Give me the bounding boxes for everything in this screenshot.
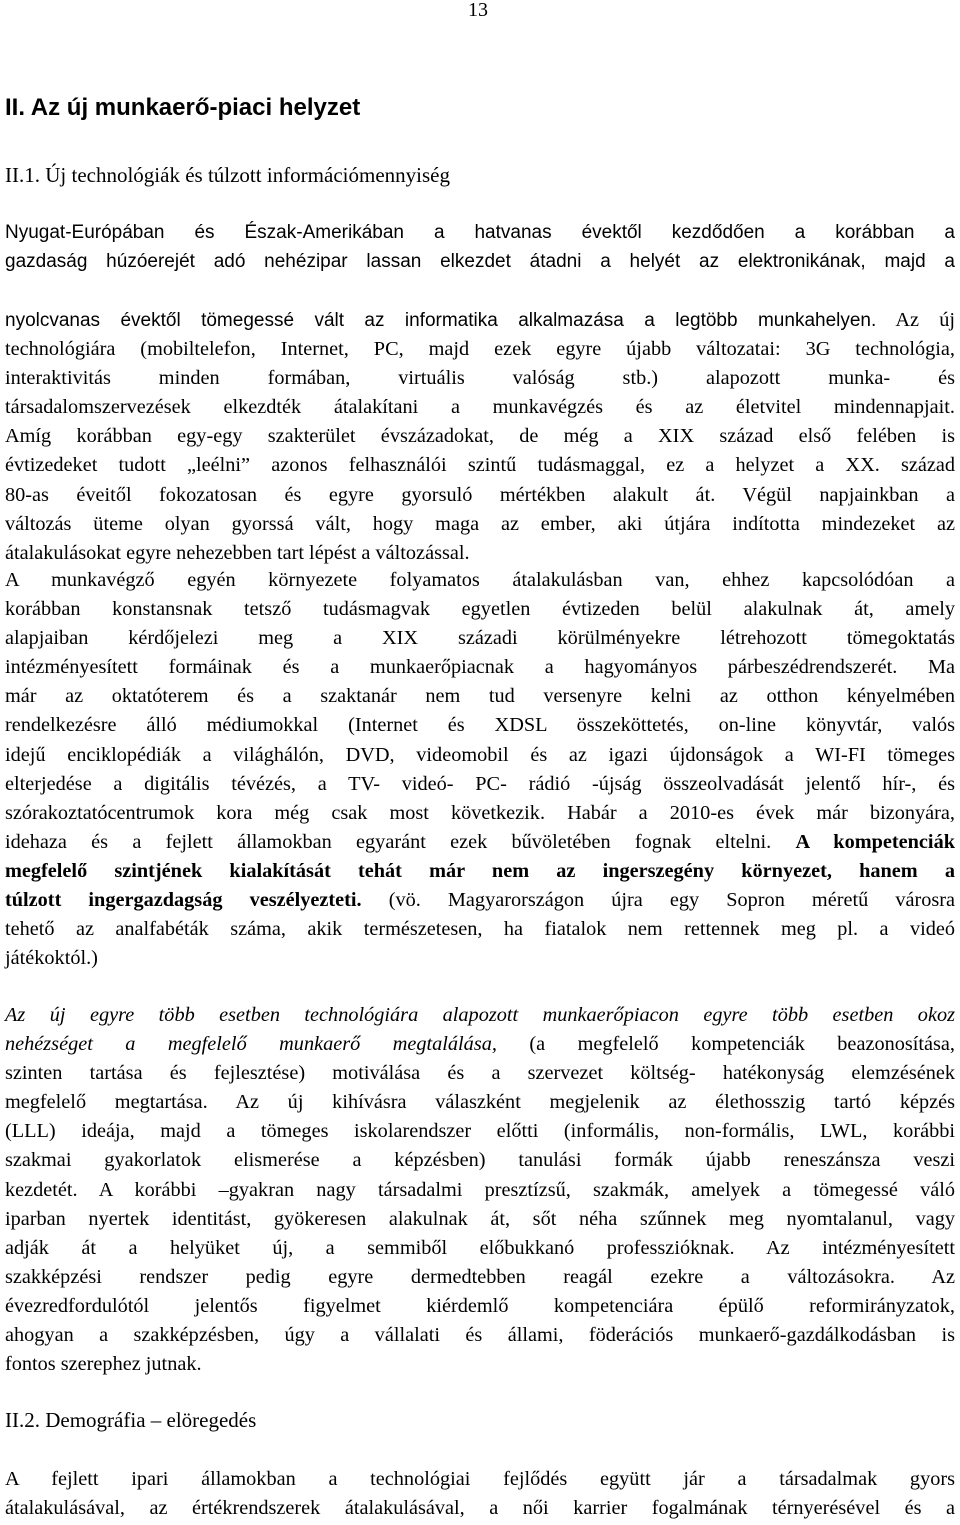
bold-text-line: megfelelő szintjének kialakítását tehát már nem az ingerszegény környezet, hanem a (5, 859, 955, 882)
italic-text-line: Az új egyre több esetben technológiára alapozott munkaerőpiacon egyre több esetben okoz (5, 1004, 955, 1026)
text-span: Az új (895, 309, 956, 331)
paragraph-4 (5, 1465, 955, 1523)
text-line: évezredfordulótól jelentős figyelmet kiérdemlő kompetenciára épülő reformirányzatok, (5, 1294, 955, 1317)
text-line: alapjaiban kérdőjelezi meg a XIX századi körülményekre létrehozott tömegoktatás (5, 627, 955, 650)
text-line-mixed (5, 886, 955, 915)
section-heading-2: II.2. Demográfia – elöregedés (5, 1408, 257, 1432)
text-span: idehaza és a fejlett államokban egyaránt ezek bűvöletében fognak eltelni. (5, 830, 772, 853)
text-line: szakmai gyakorlatok elismerése a képzésben) tanulási formák újabb reneszánsza veszi (5, 1149, 955, 1172)
text-line: évtizedeket tudott „leélni” azonos felhasználói szintű tudásmaggal, ez a helyzet a XX. század (5, 454, 955, 477)
paragraph-1-serif (5, 306, 955, 568)
text-line: fontos szerephez jutnak. (5, 1353, 202, 1376)
text-span-sans: nyolcvanas évektől tömegessé vált az informatika alkalmazása a legtöbb munkahelyen. (5, 310, 877, 331)
text-line: rendelkezésre álló médiumokkal (Internet és XDSL összeköttetés, on-line könyvtár, valós (5, 714, 955, 737)
text-line-mixed (5, 828, 955, 857)
text-line: átalakulásokat egyre nehezebben tart lépést a változással. (5, 541, 470, 564)
text-line: megfelelő megtartása. Az új kihívásra válaszként megjelenik az élethosszig tartó képzés (5, 1091, 955, 1114)
text-line: elterjedése a digitális tévézés, a TV- videó- PC- rádió -újság összeolvadását jelentő hír-, és (5, 772, 955, 795)
text-line: szórakoztatócentrumok kora még csak most következik. Habár a 2010-es évek már bizonyára, (5, 801, 955, 824)
page-number: 13 (468, 0, 488, 21)
text-line-mixed (5, 1030, 955, 1059)
text-line: interaktivitás minden formában, virtuális valóság stb.) alapozott munka- és (5, 367, 955, 390)
section-heading-1: II.1. Új technológiák és túlzott információmennyiség (5, 163, 450, 187)
text-line: szinten tartása és fejlesztése) motiválása és a szervezet költség- hatékonyság elemzésének (5, 1062, 955, 1085)
text-line: intézményesített formáinak és a munkaerőpiacnak a hagyományos párbeszédrendszerét. Ma (5, 656, 955, 679)
text-line: tehető az analfabéták száma, akik természetesen, ha fiatalok nem rettennek meg pl. a videó (5, 918, 955, 941)
text-line-mixed (5, 306, 955, 335)
text-line: technológiára (mobiltelefon, Internet, PC, majd ezek egyre újabb változatai: 3G technológia, (5, 338, 955, 361)
text-line: változás üteme olyan gyorssá vált, hogy maga az ember, aki útjára indította mindezeket az (5, 512, 955, 535)
text-line: Amíg korábban egy-egy szakterület évszázadokat, de még a XIX század első felében is (5, 425, 955, 448)
text-line: korábban konstansnak tetsző tudásmagvak egyetlen évtizeden belül alakulnak át, amely (5, 598, 955, 621)
chapter-heading: II. Az új munkaerő-piaci helyzet (5, 94, 361, 121)
text-span: (vö. Magyarországon újra egy Sopron méretű városra (388, 889, 956, 912)
text-line: társadalomszervezések elkezdték átalakítani a munkavégzés és az életvitel mindennapjait. (5, 396, 955, 419)
paragraph-3 (5, 1001, 955, 1379)
text-line: (LLL) ideája, majd a tömeges iskolarendszer előtti (informális, non-formális, LWL, korábbi (5, 1120, 955, 1143)
text-line: A fejlett ipari államokban a technológiai fejlődés együtt jár a társadalmak gyors (5, 1468, 955, 1490)
text-line: 80-as éveitől fokozatosan és egyre gyorsuló mértékben alakult át. Végül napjainkban a (5, 483, 955, 506)
text-line: iparban nyertek identitást, gyökeresen alakulnak át, sőt néha szűnnek meg nyomtalanul, vagy (5, 1207, 955, 1230)
text-line: gazdaság húzóerejét adó nehézipar lassan elkezdet átadni a helyét az elektronikának, majd a (5, 251, 955, 273)
bold-text-span: A kompetenciák (795, 830, 955, 853)
text-line: kezdetét. A korábbi –gyakran nagy társadalmi presztízsű, szakmák, amelyek a tömegessé váló (5, 1178, 955, 1201)
text-span: (a megfelelő kompetenciák beazonosítása, (529, 1033, 955, 1056)
text-line: már az oktatóterem és a szaktanár nem tud versenyre kelni az otthon kényelmében (5, 685, 955, 708)
paragraph-2 (5, 566, 955, 973)
text-line: ahogyan a szakképzésben, úgy a vállalati és állami, föderációs munkaerő-gazdálkodásban is (5, 1324, 955, 1347)
bold-text-span: túlzott ingergazdagság veszélyezteti. (5, 889, 362, 912)
text-line: idejű enciklopédiák a világhálón, DVD, videomobil és az igazi újdonságok a WI-FI tömeges (5, 743, 955, 766)
text-line: Nyugat-Európában és Észak-Amerikában a hatvanas évektől kezdődően a korábban a (5, 222, 955, 243)
text-line: szakképzési rendszer pedig egyre dermedtebben reagál ezekre a változásokra. Az (5, 1265, 955, 1288)
text-line: A munkavégző egyén környezete folyamatos átalakulásban van, ehhez kapcsolódóan a (5, 569, 955, 591)
text-line: átalakulásával, az értékrendszerek átalakulásával, a női karrier fogalmának térnyerésével és a (5, 1497, 955, 1520)
italic-text-span: nehézséget a megfelelő munkaerő megtalálása, (5, 1033, 497, 1056)
paragraph-1-sans (5, 218, 955, 276)
text-line: játékoktól.) (5, 947, 98, 970)
text-line: adják át a helyüket új, a semmiből előbukkanó professzióknak. Az intézményesített (5, 1236, 955, 1259)
